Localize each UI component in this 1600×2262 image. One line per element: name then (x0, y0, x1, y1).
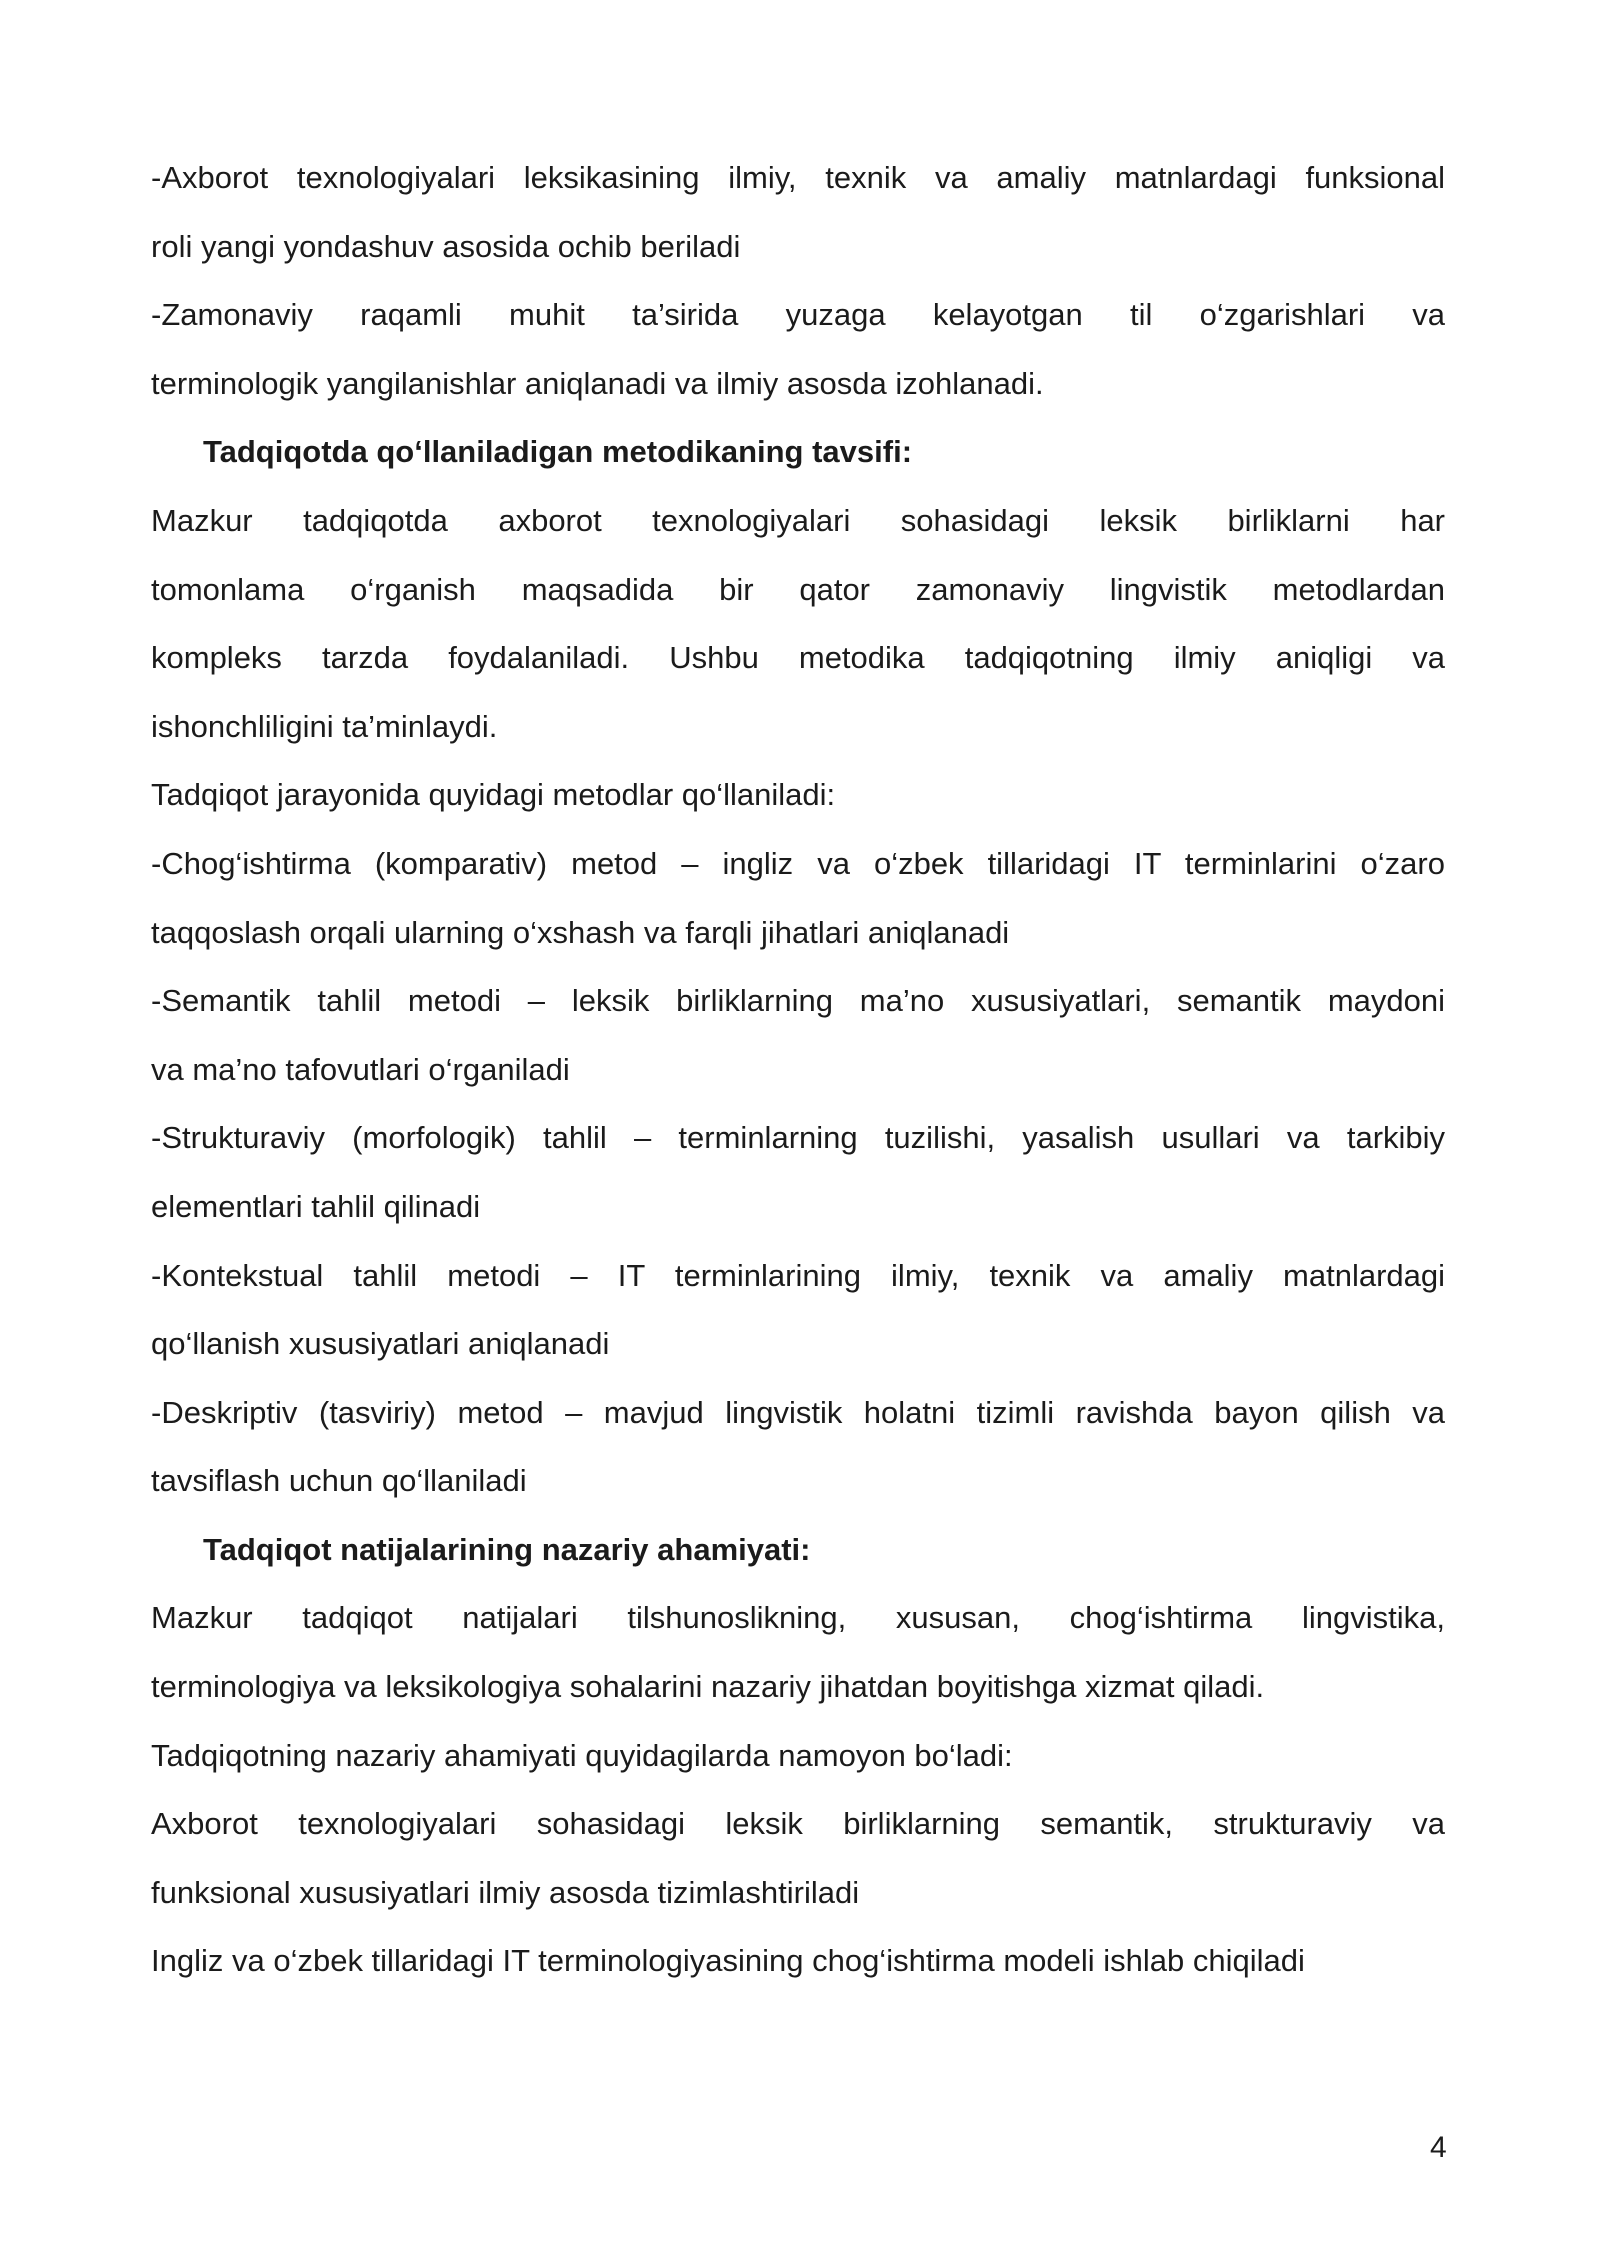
text-line-content: kompleks tarzda foydalaniladi. Ushbu metodika tadqiqotning ilmiy aniqligi va (151, 640, 1446, 676)
text-line (151, 899, 1445, 968)
text-line-content: taqqoslash orqali ularning o‘xshash va farqli jihatlari aniqlanadi (151, 914, 1010, 950)
text-line (151, 1242, 1445, 1311)
text-line (151, 967, 1445, 1036)
text-line-content: Ingliz va o‘zbek tillaridagi IT terminologiyasining chog‘ishtirma modeli ishlab chiqiladi (151, 1943, 1305, 1979)
text-line (151, 1790, 1445, 1859)
text-line-content: -Strukturaviy (morfologik) tahlil – terminlarning tuzilishi, yasalish usullari va tarkibiy (151, 1120, 1446, 1156)
text-line (151, 1927, 1445, 1996)
text-line-content: -Chog‘ishtirma (komparativ) metod – ingliz va o‘zbek tillaridagi IT terminlarini o‘zaro (151, 845, 1445, 881)
text-line (151, 761, 1445, 830)
text-line (151, 281, 1445, 350)
text-line-content: ishonchliligini ta’minlaydi. (151, 708, 498, 744)
text-line-content: tavsiflash uchun qo‘llaniladi (151, 1463, 527, 1499)
text-line-content: tomonlama o‘rganish maqsadida bir qator zamonaviy lingvistik metodlardan (151, 571, 1445, 607)
text-line (151, 1173, 1445, 1242)
text-line (151, 1584, 1445, 1653)
text-line-content: Tadqiqotda qo‘llaniladigan metodikaning tavsifi: (203, 434, 913, 470)
text-line-content: va ma’no tafovutlari o‘rganiladi (151, 1051, 570, 1087)
text-line (151, 487, 1445, 556)
text-line-content: -Semantik tahlil metodi – leksik birliklarning ma’no xususiyatlari, semantik maydoni (151, 983, 1446, 1019)
text-line (151, 556, 1445, 625)
text-line (151, 144, 1445, 213)
text-line-content: -Kontekstual tahlil metodi – IT terminlarining ilmiy, texnik va amaliy matnlardagi (151, 1257, 1446, 1293)
text-line-content: -Axborot texnologiyalari leksikasining ilmiy, texnik va amaliy matnlardagi funksional (151, 160, 1446, 195)
text-line (151, 1310, 1445, 1379)
text-line (151, 693, 1445, 762)
text-line (151, 1447, 1445, 1516)
text-line (151, 1104, 1445, 1173)
text-line-content: terminologik yangilanishlar aniqlanadi va ilmiy asosda izohlanadi. (151, 365, 1044, 401)
text-line (151, 1036, 1445, 1105)
text-line-content: Mazkur tadqiqotda axborot texnologiyalari sohasidagi leksik birliklarni har (151, 502, 1446, 538)
text-line (151, 830, 1445, 899)
document-body (151, 144, 1445, 1996)
text-line (151, 624, 1445, 693)
text-line-content: funksional xususiyatlari ilmiy asosda tizimlashtiriladi (151, 1874, 860, 1910)
text-line-content: -Deskriptiv (tasviriy) metod – mavjud lingvistik holatni tizimli ravishda bayon qilish va (151, 1394, 1446, 1430)
section-heading (151, 1516, 1445, 1585)
text-line-content: elementlari tahlil qilinadi (151, 1188, 481, 1224)
text-line (151, 213, 1445, 282)
text-line (151, 1722, 1445, 1791)
page-number: 4 (1430, 2131, 1447, 2164)
text-line-content: -Zamonaviy raqamli muhit ta’sirida yuzaga kelayotgan til o‘zgarishlari va (151, 297, 1446, 333)
text-line (151, 350, 1445, 419)
text-line (151, 1859, 1445, 1928)
text-line-content: Mazkur tadqiqot natijalari tilshunoslikning, xususan, chog‘ishtirma lingvistika, (151, 1600, 1445, 1636)
text-line-content: Tadqiqot jarayonida quyidagi metodlar qo‘llaniladi: (151, 777, 836, 813)
text-line-content: roli yangi yondashuv asosida ochib beriladi (151, 228, 741, 264)
text-line-content: qo‘llanish xususiyatlari aniqlanadi (151, 1326, 610, 1362)
text-line-content: Tadqiqot natijalarining nazariy ahamiyati: (203, 1531, 811, 1567)
text-line-content: Tadqiqotning nazariy ahamiyati quyidagilarda namoyon bo‘ladi: (151, 1737, 1013, 1773)
text-line (151, 1653, 1445, 1722)
text-line (151, 1379, 1445, 1448)
section-heading (151, 418, 1445, 487)
text-line-content: terminologiya va leksikologiya sohalarini nazariy jihatdan boyitishga xizmat qiladi. (151, 1669, 1265, 1705)
text-line-content: Axborot texnologiyalari sohasidagi leksik birliklarning semantik, strukturaviy va (151, 1806, 1446, 1842)
